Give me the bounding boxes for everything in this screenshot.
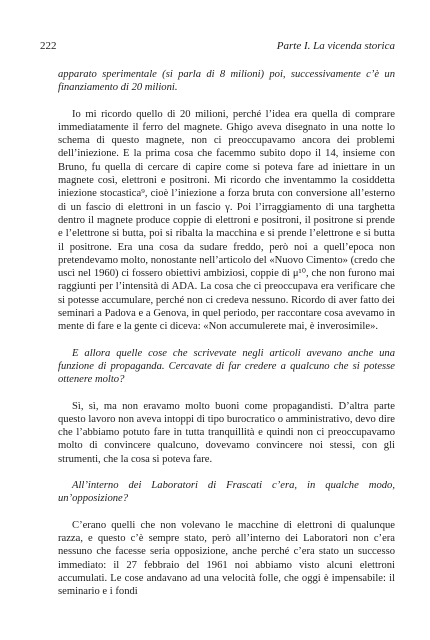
answer-paragraph: C’erano quelli che non volevano le macchine di elettroni di qualunque razza, e questo c’è sempre stato, però all’interno dei Laboratori non c’era nessuno che facesse seria opposizione, anche perché c’era stato un successo immediato: il 27 febbraio del 1961 noi abbiamo visto alcuni elettroni accumulati. Le cose andavano ad una velocità folle, che oggi è impensabile: il seminario e i fondi xyxy=(58,519,395,598)
question-paragraph: All’interno dei Laboratori di Frascati c’era, in qualche modo, un’opposizione? xyxy=(58,480,395,505)
page-number: 222 xyxy=(40,40,57,52)
question-paragraph: apparato sperimentale (si parla di 8 milioni) poi, successivamente c’è un finanziamento di 20 milioni. xyxy=(58,69,395,94)
interview-text xyxy=(58,68,395,598)
running-head: Parte I. La vicenda storica xyxy=(276,40,395,52)
page-header xyxy=(40,40,395,56)
answer-paragraph: Sì, sì, ma non eravamo molto buoni come propagandisti. D’altra parte questo lavoro non aveva intoppi di tipo burocratico o amministrativo, devo dire che l’abbiamo potuto fare in tutta tranquillità e quindi non ci preoccupavamo molto di convincere qualcuno, dovevamo convincere noi stessi, con gli strumenti, che la cosa si poteva fare. xyxy=(58,400,395,465)
question-paragraph: E allora quelle cose che scrivevate negli articoli avevano anche una funzione di propaganda. Cercavate di far credere a qualcuno che si potesse ottenere molto? xyxy=(58,347,395,386)
answer-paragraph: Io mi ricordo quello di 20 milioni, perché l’idea era quella di comprare immediatamente il ferro del magnete. Ghigo aveva disegnato in una notte lo schema di questo magnete, non ci preoccupavamo ancora dei problemi dell’iniezione. E la prima cosa che facemmo subito dopo il 14, insieme con Bruno, fu quella di cercare di capire come si poteva fare ad iniettare in un magnete così, elettroni e positroni. Mi ricordo che inventammo la cosiddetta iniezione stocastica⁹, cioè l’iniezione a forza bruta con conversione all’esterno di un fascio di elettroni in un fascio γ. Poi l’irraggiamento di una targhetta dentro il magnete produce coppie di elettroni e positroni, il positrone si prende e l’elettrone si butta, poi si ribalta la macchina e si prende l’elettrone e si butta il positrone. Era una cosa da sudare freddo, però noi a quell’epoca non pretendevamo molto, nonostante nell’articolo del «Nuovo Cimento» (credo che uscì nel 1960) ci fossero obiettivi ambiziosi, coppie di μ¹⁰, che non furono mai raggiunti per l’intensità di ADA. La cosa che ci preoccupava era verificare che si potesse accumulare, perché non ci credeva nessuno. Ricordo di aver fatto dei seminari a Padova e a Genova, in quel periodo, per raccontare cosa avevamo in mente di fare e la gente ci diceva: «Non accumulerete mai, è inverosimile». xyxy=(58,108,395,333)
